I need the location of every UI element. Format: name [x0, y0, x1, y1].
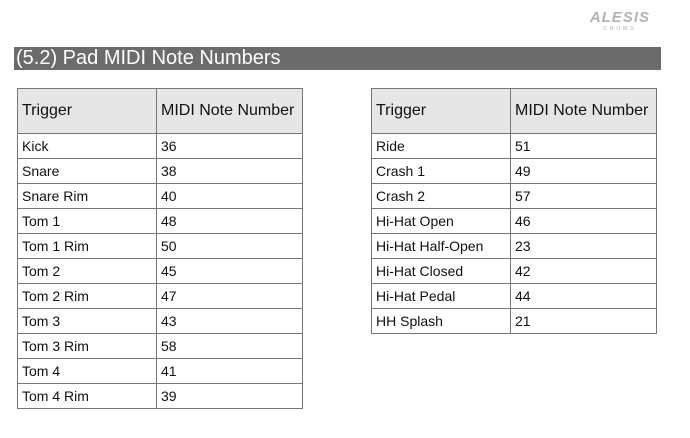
section-header: [14, 47, 661, 70]
trigger-cell: Kick: [18, 134, 157, 159]
table-row: [18, 284, 303, 309]
trigger-cell: Tom 1: [18, 209, 157, 234]
trigger-cell: Tom 2 Rim: [18, 284, 157, 309]
table-row: [372, 184, 657, 209]
table-body: [372, 134, 657, 334]
header-trigger: Trigger: [372, 89, 511, 134]
midi-note-cell: 40: [157, 184, 303, 209]
trigger-cell: Hi-Hat Closed: [372, 259, 511, 284]
trigger-cell: Crash 1: [372, 159, 511, 184]
table-header-row: [372, 89, 657, 134]
table-header-row: [18, 89, 303, 134]
table-row: [18, 334, 303, 359]
midi-table-right: [371, 88, 657, 334]
trigger-cell: Tom 3 Rim: [18, 334, 157, 359]
midi-note-cell: 57: [511, 184, 657, 209]
table-row: [372, 159, 657, 184]
midi-note-cell: 47: [157, 284, 303, 309]
trigger-cell: Hi-Hat Open: [372, 209, 511, 234]
header-midi-note-number: MIDI Note Number: [157, 89, 303, 134]
table-row: [372, 134, 657, 159]
midi-note-cell: 42: [511, 259, 657, 284]
midi-note-cell: 41: [157, 359, 303, 384]
table-row: [18, 259, 303, 284]
midi-note-cell: 39: [157, 384, 303, 409]
trigger-cell: Snare: [18, 159, 157, 184]
midi-note-cell: 46: [511, 209, 657, 234]
trigger-cell: Hi-Hat Pedal: [372, 284, 511, 309]
trigger-cell: Tom 1 Rim: [18, 234, 157, 259]
table-body: [18, 134, 303, 409]
table-row: [372, 234, 657, 259]
table-row: [18, 134, 303, 159]
table-row: [372, 284, 657, 309]
midi-note-cell: 58: [157, 334, 303, 359]
midi-note-cell: 49: [511, 159, 657, 184]
midi-note-cell: 45: [157, 259, 303, 284]
midi-note-cell: 36: [157, 134, 303, 159]
logo-sub: DRUMS: [603, 26, 637, 32]
midi-table-left: [17, 88, 303, 409]
midi-note-cell: 44: [511, 284, 657, 309]
header-trigger: Trigger: [18, 89, 157, 134]
midi-note-cell: 48: [157, 209, 303, 234]
trigger-cell: Tom 4: [18, 359, 157, 384]
midi-note-cell: 50: [157, 234, 303, 259]
trigger-cell: Crash 2: [372, 184, 511, 209]
table-row: [372, 209, 657, 234]
logo-brand: ALESIS: [589, 9, 650, 26]
midi-note-cell: 21: [511, 309, 657, 334]
trigger-cell: Tom 4 Rim: [18, 384, 157, 409]
midi-note-cell: 38: [157, 159, 303, 184]
trigger-cell: Snare Rim: [18, 184, 157, 209]
alesis-logo: [590, 10, 650, 32]
midi-note-cell: 43: [157, 309, 303, 334]
table-row: [372, 309, 657, 334]
midi-note-cell: 51: [511, 134, 657, 159]
table-row: [18, 359, 303, 384]
table-row: [18, 159, 303, 184]
trigger-cell: Hi-Hat Half-Open: [372, 234, 511, 259]
table-row: [18, 384, 303, 409]
midi-note-cell: 23: [511, 234, 657, 259]
table-row: [18, 209, 303, 234]
trigger-cell: Tom 2: [18, 259, 157, 284]
trigger-cell: Ride: [372, 134, 511, 159]
section-title: (5.2) Pad MIDI Note Numbers: [16, 47, 281, 69]
trigger-cell: HH Splash: [372, 309, 511, 334]
header-midi-note-number: MIDI Note Number: [511, 89, 657, 134]
table-row: [18, 184, 303, 209]
table-row: [18, 234, 303, 259]
table-row: [18, 309, 303, 334]
trigger-cell: Tom 3: [18, 309, 157, 334]
table-row: [372, 259, 657, 284]
